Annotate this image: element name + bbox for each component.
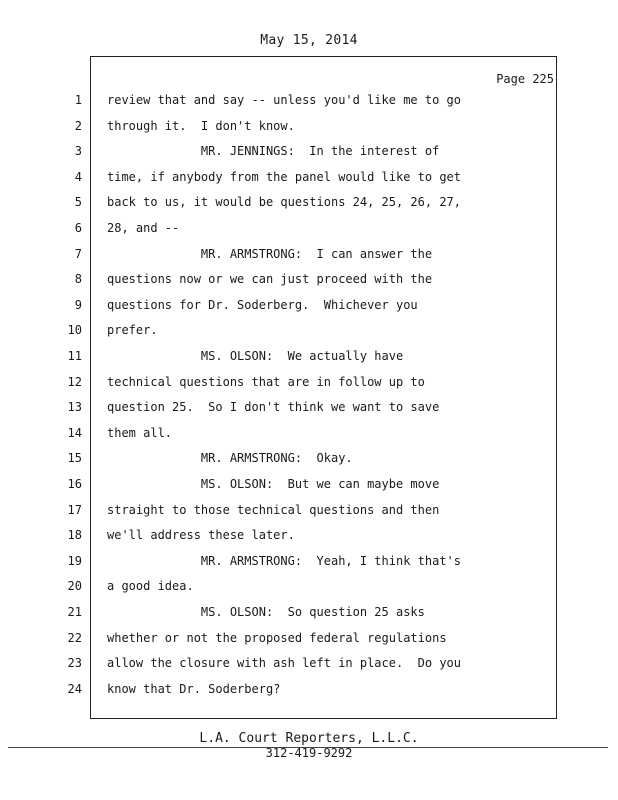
line-number: 11 <box>67 349 82 363</box>
line-number: 23 <box>67 656 82 670</box>
line-number: 6 <box>74 221 82 235</box>
page-number-label: Page 225 <box>496 72 554 86</box>
transcript-line: know that Dr. Soderberg? <box>107 682 281 696</box>
transcript-date: May 15, 2014 <box>260 33 358 48</box>
line-number: 2 <box>74 119 82 133</box>
transcript-line: through it. I don't know. <box>107 119 295 133</box>
transcript-line: questions now or we can just proceed with the <box>107 272 433 286</box>
line-number: 22 <box>67 631 82 645</box>
line-number: 7 <box>74 247 82 261</box>
line-number: 18 <box>67 528 82 542</box>
transcript-line: MS. OLSON: But we can maybe move <box>107 477 440 491</box>
transcript-line: them all. <box>107 426 173 440</box>
line-number: 14 <box>67 426 82 440</box>
transcript-line: technical questions that are in follow up to <box>107 375 425 389</box>
transcript-line: questions for Dr. Soderberg. Whichever you <box>107 298 418 312</box>
transcript-line: whether or not the proposed federal regulations <box>107 631 447 645</box>
line-number: 4 <box>74 170 82 184</box>
transcript-line: question 25. So I don't think we want to save <box>107 400 440 414</box>
line-number: 15 <box>67 451 82 465</box>
line-number: 16 <box>67 477 82 491</box>
line-number: 13 <box>67 400 82 414</box>
transcript-line: review that and say -- unless you'd like me to go <box>107 93 462 107</box>
line-number: 3 <box>74 144 82 158</box>
line-number: 9 <box>74 298 82 312</box>
footer-phone: 312-419-9292 <box>265 746 353 760</box>
footer-company: L.A. Court Reporters, L.L.C. <box>199 731 419 746</box>
transcript-line: MR. JENNINGS: In the interest of <box>107 144 440 158</box>
line-number: 19 <box>67 554 82 568</box>
transcript-line: a good idea. <box>107 579 194 593</box>
line-number: 5 <box>74 195 82 209</box>
line-number: 1 <box>74 93 82 107</box>
line-number: 8 <box>74 272 82 286</box>
line-number: 10 <box>67 323 82 337</box>
line-number: 24 <box>67 682 82 696</box>
transcript-line: MS. OLSON: So question 25 asks <box>107 605 425 619</box>
transcript-line: we'll address these later. <box>107 528 295 542</box>
transcript-line: 28, and -- <box>107 221 180 235</box>
transcript-line: MR. ARMSTRONG: I can answer the <box>107 247 433 261</box>
transcript-line: allow the closure with ash left in place. Do you <box>107 656 462 670</box>
transcript-line: prefer. <box>107 323 158 337</box>
line-number: 20 <box>67 579 82 593</box>
transcript-line: time, if anybody from the panel would like to get <box>107 170 462 184</box>
transcript-line: MR. ARMSTRONG: Okay. <box>107 451 353 465</box>
transcript-line: MR. ARMSTRONG: Yeah, I think that's <box>107 554 462 568</box>
line-number: 21 <box>67 605 82 619</box>
line-number: 17 <box>67 503 82 517</box>
transcript-line: back to us, it would be questions 24, 25, 26, 27, <box>107 195 462 209</box>
line-number: 12 <box>67 375 82 389</box>
transcript-line: straight to those technical questions and then <box>107 503 440 517</box>
transcript-line: MS. OLSON: We actually have <box>107 349 404 363</box>
